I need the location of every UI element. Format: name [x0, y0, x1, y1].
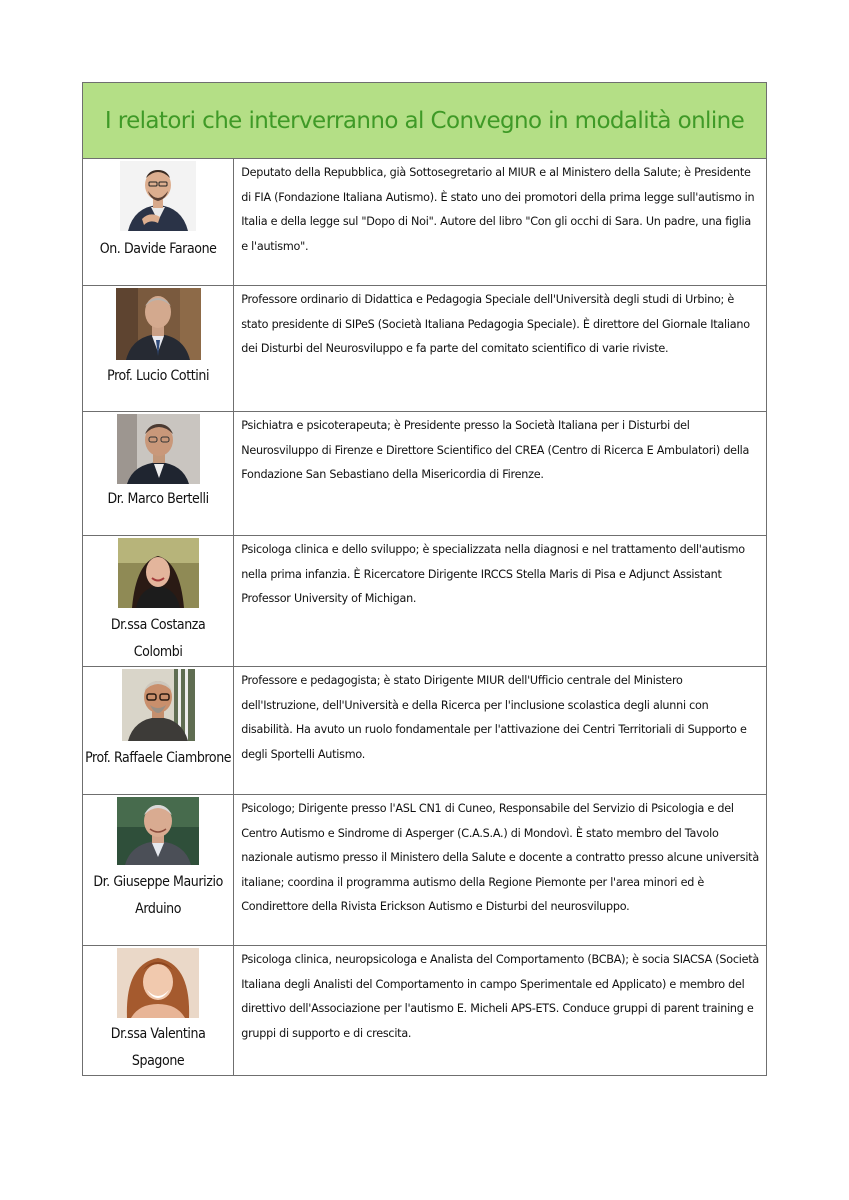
speaker-row	[83, 667, 767, 795]
speaker-photo	[117, 948, 199, 1018]
speaker-photo-cell	[83, 159, 234, 286]
speaker-photo-cell	[83, 946, 234, 1076]
speaker-photo	[120, 161, 196, 231]
speaker-bio: Psichiatra e psicoterapeuta; è Presidente presso la Società Italiana per i Disturbi del Neurosviluppo di Firenze e Direttore Scientifico del CREA (Centro di Ricerca E Ambulatori) della Fondazione San Sebastiano della Misericordia di Firenze.	[234, 412, 767, 536]
speaker-photo	[117, 797, 199, 865]
speaker-name: Prof. Raffaele Ciambrone	[85, 750, 232, 766]
speaker-bio: Psicologo; Dirigente presso l'ASL CN1 di Cuneo, Responsabile del Servizio di Psicologia e del Centro Autismo e Sindrome di Asperger (C.A.S.A.) di Mondovì. È stato membro del Tavolo nazionale autismo presso il Ministero della Salute e docente a contratto presso alcune università italiane; coordina il programma autismo della Regione Piemonte per l'area minori ed è Condirettore della Rivista Erickson Autismo e Disturbi del neurosviluppo.	[234, 795, 767, 946]
speaker-bio: Deputato della Repubblica, già Sottosegretario al MIUR e al Ministero della Salute; è Presidente di FIA (Fondazione Italiana Autismo). È stato uno dei promotori della prima legge sull'autismo in Italia e della legge sul "Dopo di Noi". Autore del libro "Con gli occhi di Sara. Un padre, una figlia e l'autismo".	[234, 159, 767, 286]
speaker-photo-cell	[83, 412, 234, 536]
page-title: I relatori che interverranno al Convegno in modalità online	[83, 83, 767, 159]
speaker-photo	[118, 538, 199, 608]
speaker-name: On. Davide Faraone	[99, 241, 217, 257]
speaker-photo	[116, 288, 201, 360]
speakers-table	[82, 82, 767, 1076]
speaker-row	[83, 795, 767, 946]
speaker-bio: Professore e pedagogista; è stato Dirigente MIUR dell'Ufficio centrale del Ministero dell'Istruzione, dell'Università e della Ricerca per l'inclusione scolastica degli alunni con disabilità. Ha avuto un ruolo fondamentale per l'attivazione dei Centri Territoriali di Supporto e degli Sportelli Autismo.	[234, 667, 767, 795]
speaker-row	[83, 412, 767, 536]
speaker-photo-cell	[83, 667, 234, 795]
speaker-name: Prof. Lucio Cottini	[107, 368, 210, 384]
speaker-name: Dr. Marco Bertelli	[107, 491, 209, 507]
speaker-photo-cell	[83, 286, 234, 412]
speaker-photo-cell	[83, 536, 234, 667]
speaker-row	[83, 536, 767, 667]
speaker-name: Dr. Giuseppe Maurizio Arduino	[93, 874, 223, 917]
speaker-photo	[117, 414, 200, 484]
speaker-bio: Professore ordinario di Didattica e Pedagogia Speciale dell'Università degli studi di Urbino; è stato presidente di SIPeS (Società Italiana Pedagogia Speciale). È direttore del Giornale Italiano dei Disturbi del Neurosviluppo e fa parte del comitato scientifico di varie riviste.	[234, 286, 767, 412]
speaker-bio: Psicologa clinica, neuropsicologa e Analista del Comportamento (BCBA); è socia SIACSA (Società Italiana degli Analisti del Comportamento in campo Sperimentale ed Applicato) e membro del direttivo dell'Associazione per l'autismo E. Micheli APS-ETS. Conduce gruppi di parent training e gruppi di supporto e di crescita.	[234, 946, 767, 1076]
speaker-row	[83, 946, 767, 1076]
speaker-name: Dr.ssa Costanza Colombi	[110, 617, 206, 660]
speaker-name: Dr.ssa Valentina Spagone	[110, 1026, 206, 1069]
speaker-row	[83, 286, 767, 412]
speaker-photo	[122, 669, 195, 741]
header-row	[83, 83, 767, 159]
speaker-row	[83, 159, 767, 286]
speaker-bio: Psicologa clinica e dello sviluppo; è specializzata nella diagnosi e nel trattamento dell'autismo nella prima infanzia. È Ricercatore Dirigente IRCCS Stella Maris di Pisa e Adjunct Assistant Professor University of Michigan.	[234, 536, 767, 667]
speaker-photo-cell	[83, 795, 234, 946]
